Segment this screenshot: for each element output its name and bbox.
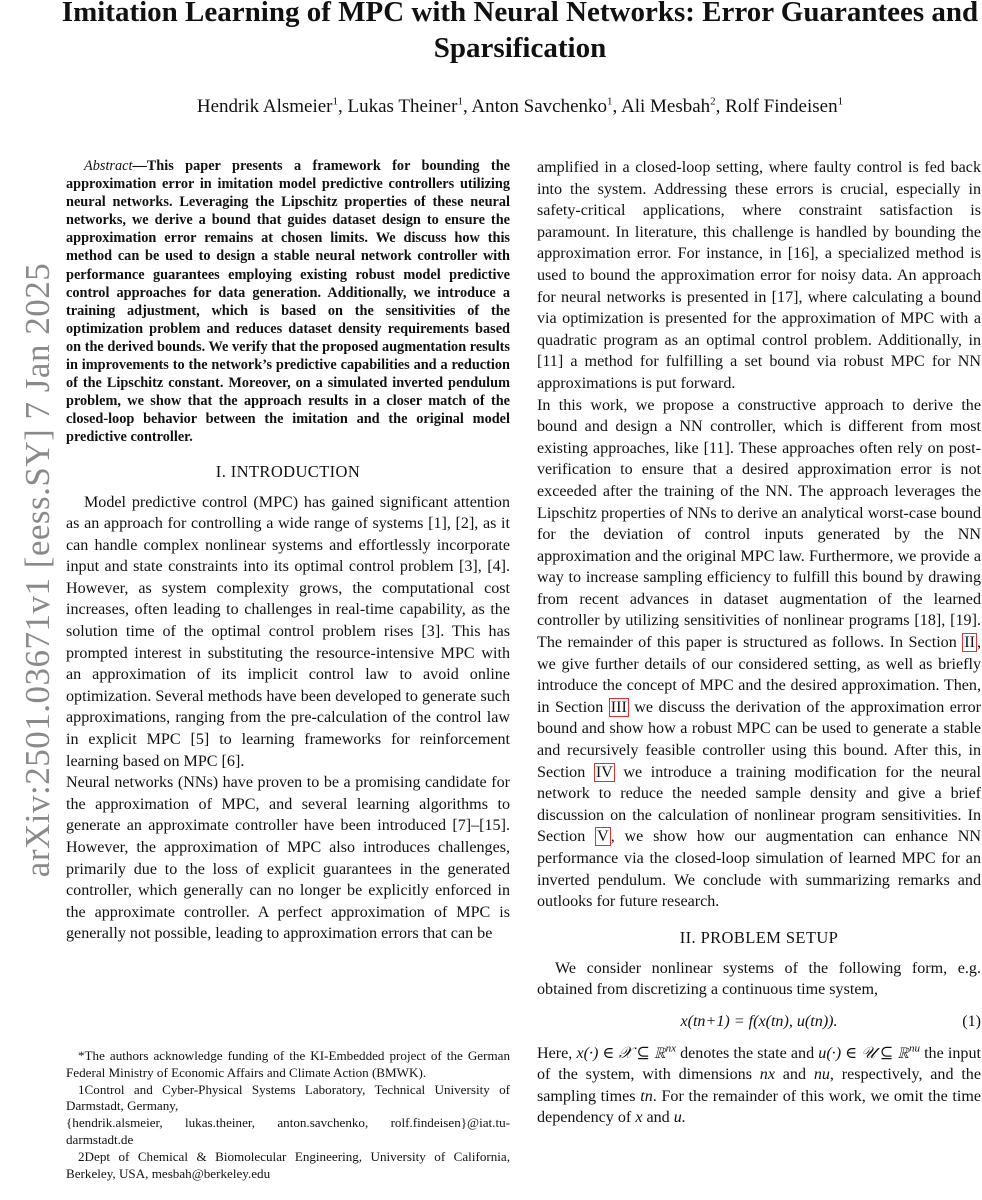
abstract-label: Abstract bbox=[84, 158, 133, 174]
left-column bbox=[66, 157, 510, 945]
equation-body: x(tn+1) = f(x(tn), u(tn)). bbox=[680, 1012, 838, 1030]
section-link-iv[interactable]: IV bbox=[595, 763, 613, 781]
intro-paragraph: Neural networks (NNs) have proven to be a promising candidate for the approximation of MPC, and several learning algorithms to generate an approximate controller have been introduced [7]–[15]. However, the approximation of MPC also introduces challenges, primarily due to the loss of explicit guarantees in the generated controller, which generally can no longer be explicitly enforced in the approximate controller. A perfect approximation of MPC is generally not possible, leading to approximation errors that can be bbox=[66, 774, 510, 943]
math-input: u(·) ∈ 𝒰 ⊆ ℝ bbox=[818, 1044, 909, 1062]
author-affiliation: 1 bbox=[332, 95, 339, 108]
author-name: Anton Savchenko bbox=[471, 96, 608, 117]
author-affiliation: 1 bbox=[607, 95, 613, 108]
equation-1 bbox=[537, 1011, 981, 1033]
footnote-funding: *The authors acknowledge funding of the KI-Embedded project of the German Federal Ministry of Economic Affairs and Climate Action (BMWK). bbox=[66, 1048, 510, 1080]
author-name: Ali Mesbah bbox=[620, 96, 711, 117]
right-column bbox=[537, 157, 981, 1129]
footnotes bbox=[66, 1048, 510, 1182]
abstract-text: This paper presents a framework for bounding the approximation error in imitation model predictive controllers utilizing neural networks. Leveraging the Lipschitz properties of these neural networks, we derive a bound that guides dataset design to ensure the approximation error remains at chosen limits. We discuss how this method can be used to design a stable neural network controller with performance guarantees employing existing robust model predictive control approaches for data generation. Additionally, we introduce a training adjustment, which is based on the sensitivities of the optimization problem and reduces dataset density requirements based on the derived bounds. We verify that the proposed augmentation results in improvements to the network’s predictive capabilities and a reduction of the Lipschitz constant. Moreover, on a simulated inverted pendulum problem, we show that the approach results in a closer match of the closed-loop behavior between the imitation and the original model predictive controller. bbox=[66, 158, 510, 446]
abstract-dash: — bbox=[132, 158, 147, 174]
equation-number: (1) bbox=[962, 1012, 981, 1030]
math-state: x(·) ∈ 𝒳 ⊆ ℝ bbox=[576, 1044, 666, 1062]
section-heading-problem-setup: II. PROBLEM SETUP bbox=[679, 927, 839, 947]
footnote-emails: {hendrik.alsmeier, lukas.theiner, anton.savchenko, rolf.findeisen}@iat.tu-darmstadt.de bbox=[66, 1115, 510, 1147]
intro-paragraph: Model predictive control (MPC) has gained significant attention as an approach for controlling a wide range of systems [1], [2], as it can handle complex nonlinear systems and effortlessly incorporate input and state constraints into its optimal control problem [3], [4]. However, as system complexity grows, the computational cost increases, often leading to challenges in real-time capability, as the solution time of the optimal control problem rises [3]. This has prompted interest in substituting the resource-intensive MPC with an approximation of its implicit control law to avoid online optimization. Several methods have been developed to generate such approximations, ranging from the pre-calculation of the control law in explicit MPC [5] to learning frameworks for reinforcement learning based on MPC [6]. bbox=[66, 493, 510, 770]
footnote-affiliation-1: 1Control and Cyber-Physical Systems Laboratory, Technical University of Darmstadt, Germany, bbox=[66, 1081, 510, 1114]
author-affiliation: 1 bbox=[837, 95, 844, 108]
author-list: Hendrik Alsmeier$^1$, Lukas Theiner$^1$, Anton Savchenko$^1$, Ali Mesbah$^2$, Rolf Findeisen$^1$ bbox=[196, 95, 844, 117]
paper-title: Imitation Learning of MPC with Neural Networks: Error Guarantees and Sparsification bbox=[61, 0, 979, 64]
intro-paragraph: amplified in a closed-loop setting, where faulty control is fed back into the system. Addressing these errors is crucial, especially in safety-critical applications, where constraint satisfaction is paramount. In literature, this challenge is handled by bounding the approximation error. For instance, in [16], a specialized method is used to bound the approximation error for noisy data. An approach for neural networks is presented in [17], where calculating a bound via optimization is presented for the approximation of MPC with a quadratic program as an optimal control problem. Additionally, in [11] a method for fulfilling a set bound via robust MPC for NN approximations is put forward. bbox=[537, 159, 981, 392]
setup-paragraph: We consider nonlinear systems of the following form, e.g. obtained from discretizing a continuous time system, bbox=[537, 959, 981, 999]
section-link-v[interactable]: V bbox=[597, 828, 609, 846]
section-link-iii[interactable]: III bbox=[610, 698, 627, 716]
footnote-affiliation-2: 2Dept of Chemical & Biomolecular Engineering, University of California, Berkeley, USA, mesbah@berkeley.edu bbox=[66, 1148, 510, 1181]
section-heading-introduction: I. INTRODUCTION bbox=[215, 461, 361, 481]
author-affiliation: 2 bbox=[710, 95, 716, 108]
author-name: Lukas Theiner bbox=[347, 96, 458, 117]
abstract bbox=[66, 157, 510, 447]
arxiv-identifier-stamp: arXiv:2501.03671v1 [eess.SY] 7 Jan 2025 bbox=[18, 262, 57, 878]
author-affiliation: 1 bbox=[457, 95, 463, 108]
author-name: Hendrik Alsmeier bbox=[196, 96, 333, 117]
section-link-ii[interactable]: II bbox=[964, 634, 975, 652]
setup-paragraph: Here, x(·) ∈ 𝒳 ⊆ ℝ$^{nx}$ denotes the state and u(·) ∈ 𝒰 ⊆ ℝ$^{nu}$ the input of the system, with dimensions nx and nu, respectively, and the sampling times tn. For the remainder of this work, we omit the time dependency of x and u. bbox=[537, 1042, 981, 1127]
author-name: Rolf Findeisen bbox=[725, 96, 838, 117]
intro-paragraph: In this work, we propose a constructive approach to derive the bound and design a NN controller, which is different from most existing approaches, like [11]. These approaches often rely on post-verification to ensure that a desired approximation error is not exceeded after the training of the NN. The approach leverages the Lipschitz properties of NNs to derive an analytical worst-case bound for the deviation of control inputs generated by the NN approximation and the original MPC law. Furthermore, we provide a way to increase sampling efficiency to fulfill this bound by drawing from recent advances in dataset augmentation of the learned controller by utilizing sensitivities of nonlinear programs [18], [19]. The remainder of this paper is structured as follows. In Section II , we give further details of our considered setting, as well as briefly introduce the concept of MPC and the desired approximation. Then, in Section III we discuss the derivation of the approximation error bound and show how a robust MPC can be used to generate a stable and recursively feasible controller using this bound. After this, in Section IV we introduce a training modification for the neural network to reduce the needed sample density and give a brief discussion on the calculation of nonlinear program sensitivities. In Section V , we show how our augmentation can enhance NN performance via the closed-loop simulation of learned MPC for an inverted pendulum. We conclude with summarizing remarks and outlooks for future research. bbox=[537, 396, 982, 911]
